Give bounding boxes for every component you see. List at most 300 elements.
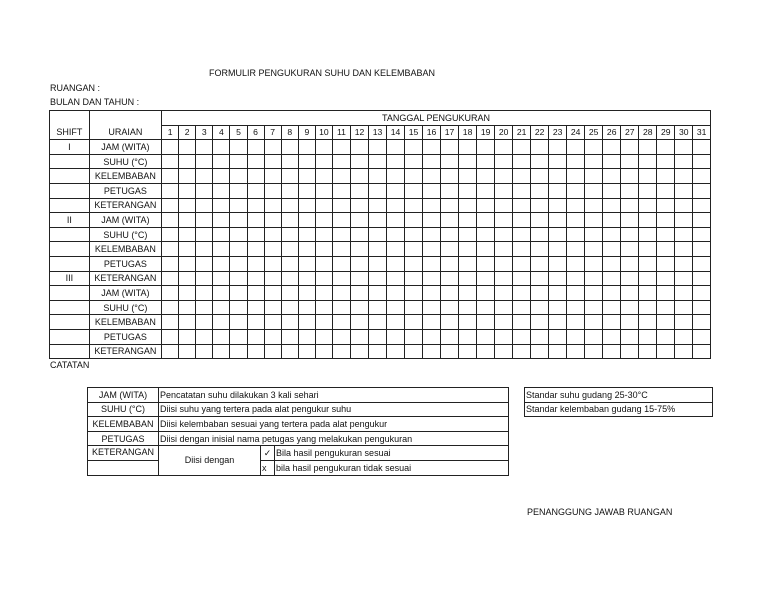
entry-cell[interactable] bbox=[405, 300, 423, 315]
entry-cell[interactable] bbox=[621, 300, 639, 315]
entry-cell[interactable] bbox=[657, 344, 675, 359]
entry-cell[interactable] bbox=[247, 256, 264, 271]
entry-cell[interactable] bbox=[657, 140, 675, 155]
entry-cell[interactable] bbox=[693, 227, 711, 242]
entry-cell[interactable] bbox=[657, 256, 675, 271]
entry-cell[interactable] bbox=[179, 213, 196, 228]
entry-cell[interactable] bbox=[513, 286, 531, 301]
entry-cell[interactable] bbox=[549, 213, 567, 228]
entry-cell[interactable] bbox=[549, 315, 567, 330]
entry-cell[interactable] bbox=[693, 169, 711, 184]
entry-cell[interactable] bbox=[441, 300, 459, 315]
entry-cell[interactable] bbox=[264, 242, 281, 257]
entry-cell[interactable] bbox=[350, 242, 368, 257]
entry-cell[interactable] bbox=[247, 315, 264, 330]
entry-cell[interactable] bbox=[179, 286, 196, 301]
entry-cell[interactable] bbox=[405, 329, 423, 344]
entry-cell[interactable] bbox=[639, 315, 657, 330]
entry-cell[interactable] bbox=[405, 198, 423, 213]
entry-cell[interactable] bbox=[213, 329, 230, 344]
entry-cell[interactable] bbox=[513, 256, 531, 271]
entry-cell[interactable] bbox=[281, 183, 298, 198]
entry-cell[interactable] bbox=[369, 271, 387, 286]
entry-cell[interactable] bbox=[264, 213, 281, 228]
entry-cell[interactable] bbox=[196, 242, 213, 257]
entry-cell[interactable] bbox=[513, 344, 531, 359]
entry-cell[interactable] bbox=[162, 183, 179, 198]
entry-cell[interactable] bbox=[441, 344, 459, 359]
entry-cell[interactable] bbox=[531, 183, 549, 198]
entry-cell[interactable] bbox=[162, 300, 179, 315]
entry-cell[interactable] bbox=[567, 227, 585, 242]
entry-cell[interactable] bbox=[531, 286, 549, 301]
entry-cell[interactable] bbox=[477, 315, 495, 330]
entry-cell[interactable] bbox=[441, 256, 459, 271]
entry-cell[interactable] bbox=[230, 315, 247, 330]
entry-cell[interactable] bbox=[657, 300, 675, 315]
entry-cell[interactable] bbox=[441, 140, 459, 155]
entry-cell[interactable] bbox=[585, 271, 603, 286]
entry-cell[interactable] bbox=[531, 169, 549, 184]
entry-cell[interactable] bbox=[264, 198, 281, 213]
entry-cell[interactable] bbox=[405, 169, 423, 184]
entry-cell[interactable] bbox=[549, 198, 567, 213]
entry-cell[interactable] bbox=[369, 183, 387, 198]
entry-cell[interactable] bbox=[315, 242, 332, 257]
entry-cell[interactable] bbox=[549, 344, 567, 359]
entry-cell[interactable] bbox=[459, 344, 477, 359]
entry-cell[interactable] bbox=[213, 140, 230, 155]
entry-cell[interactable] bbox=[315, 213, 332, 228]
entry-cell[interactable] bbox=[423, 227, 441, 242]
entry-cell[interactable] bbox=[405, 256, 423, 271]
entry-cell[interactable] bbox=[332, 169, 350, 184]
entry-cell[interactable] bbox=[281, 198, 298, 213]
entry-cell[interactable] bbox=[196, 183, 213, 198]
entry-cell[interactable] bbox=[495, 242, 513, 257]
entry-cell[interactable] bbox=[585, 286, 603, 301]
entry-cell[interactable] bbox=[298, 286, 315, 301]
entry-cell[interactable] bbox=[281, 140, 298, 155]
entry-cell[interactable] bbox=[621, 271, 639, 286]
entry-cell[interactable] bbox=[423, 169, 441, 184]
entry-cell[interactable] bbox=[585, 329, 603, 344]
entry-cell[interactable] bbox=[675, 286, 693, 301]
entry-cell[interactable] bbox=[196, 169, 213, 184]
entry-cell[interactable] bbox=[423, 329, 441, 344]
entry-cell[interactable] bbox=[387, 169, 405, 184]
entry-cell[interactable] bbox=[315, 271, 332, 286]
entry-cell[interactable] bbox=[531, 198, 549, 213]
entry-cell[interactable] bbox=[179, 183, 196, 198]
entry-cell[interactable] bbox=[264, 227, 281, 242]
entry-cell[interactable] bbox=[603, 169, 621, 184]
entry-cell[interactable] bbox=[162, 315, 179, 330]
entry-cell[interactable] bbox=[603, 140, 621, 155]
entry-cell[interactable] bbox=[247, 140, 264, 155]
entry-cell[interactable] bbox=[423, 256, 441, 271]
entry-cell[interactable] bbox=[179, 242, 196, 257]
entry-cell[interactable] bbox=[405, 183, 423, 198]
entry-cell[interactable] bbox=[281, 213, 298, 228]
entry-cell[interactable] bbox=[657, 315, 675, 330]
entry-cell[interactable] bbox=[657, 154, 675, 169]
entry-cell[interactable] bbox=[369, 315, 387, 330]
entry-cell[interactable] bbox=[247, 344, 264, 359]
entry-cell[interactable] bbox=[639, 227, 657, 242]
entry-cell[interactable] bbox=[441, 198, 459, 213]
entry-cell[interactable] bbox=[350, 227, 368, 242]
entry-cell[interactable] bbox=[230, 271, 247, 286]
entry-cell[interactable] bbox=[387, 198, 405, 213]
entry-cell[interactable] bbox=[603, 242, 621, 257]
entry-cell[interactable] bbox=[213, 300, 230, 315]
entry-cell[interactable] bbox=[657, 286, 675, 301]
entry-cell[interactable] bbox=[264, 154, 281, 169]
entry-cell[interactable] bbox=[567, 183, 585, 198]
entry-cell[interactable] bbox=[162, 256, 179, 271]
entry-cell[interactable] bbox=[298, 213, 315, 228]
entry-cell[interactable] bbox=[213, 344, 230, 359]
entry-cell[interactable] bbox=[162, 344, 179, 359]
entry-cell[interactable] bbox=[369, 227, 387, 242]
entry-cell[interactable] bbox=[477, 242, 495, 257]
entry-cell[interactable] bbox=[495, 315, 513, 330]
entry-cell[interactable] bbox=[621, 286, 639, 301]
entry-cell[interactable] bbox=[693, 300, 711, 315]
entry-cell[interactable] bbox=[621, 329, 639, 344]
entry-cell[interactable] bbox=[350, 154, 368, 169]
entry-cell[interactable] bbox=[213, 154, 230, 169]
entry-cell[interactable] bbox=[495, 183, 513, 198]
entry-cell[interactable] bbox=[495, 256, 513, 271]
entry-cell[interactable] bbox=[441, 315, 459, 330]
entry-cell[interactable] bbox=[281, 242, 298, 257]
entry-cell[interactable] bbox=[603, 227, 621, 242]
entry-cell[interactable] bbox=[298, 300, 315, 315]
entry-cell[interactable] bbox=[162, 213, 179, 228]
entry-cell[interactable] bbox=[639, 344, 657, 359]
entry-cell[interactable] bbox=[369, 140, 387, 155]
entry-cell[interactable] bbox=[513, 227, 531, 242]
entry-cell[interactable] bbox=[693, 198, 711, 213]
entry-cell[interactable] bbox=[549, 140, 567, 155]
entry-cell[interactable] bbox=[162, 286, 179, 301]
entry-cell[interactable] bbox=[264, 256, 281, 271]
entry-cell[interactable] bbox=[585, 227, 603, 242]
entry-cell[interactable] bbox=[350, 271, 368, 286]
entry-cell[interactable] bbox=[693, 329, 711, 344]
entry-cell[interactable] bbox=[459, 286, 477, 301]
entry-cell[interactable] bbox=[675, 344, 693, 359]
entry-cell[interactable] bbox=[332, 213, 350, 228]
entry-cell[interactable] bbox=[693, 286, 711, 301]
entry-cell[interactable] bbox=[549, 242, 567, 257]
entry-cell[interactable] bbox=[459, 271, 477, 286]
entry-cell[interactable] bbox=[567, 286, 585, 301]
entry-cell[interactable] bbox=[459, 256, 477, 271]
entry-cell[interactable] bbox=[639, 154, 657, 169]
entry-cell[interactable] bbox=[549, 256, 567, 271]
entry-cell[interactable] bbox=[315, 256, 332, 271]
entry-cell[interactable] bbox=[477, 183, 495, 198]
entry-cell[interactable] bbox=[350, 198, 368, 213]
entry-cell[interactable] bbox=[281, 154, 298, 169]
entry-cell[interactable] bbox=[495, 271, 513, 286]
entry-cell[interactable] bbox=[693, 315, 711, 330]
entry-cell[interactable] bbox=[657, 198, 675, 213]
entry-cell[interactable] bbox=[369, 169, 387, 184]
entry-cell[interactable] bbox=[531, 227, 549, 242]
entry-cell[interactable] bbox=[585, 140, 603, 155]
entry-cell[interactable] bbox=[315, 183, 332, 198]
entry-cell[interactable] bbox=[513, 242, 531, 257]
entry-cell[interactable] bbox=[675, 315, 693, 330]
entry-cell[interactable] bbox=[162, 198, 179, 213]
entry-cell[interactable] bbox=[350, 286, 368, 301]
entry-cell[interactable] bbox=[281, 271, 298, 286]
entry-cell[interactable] bbox=[179, 198, 196, 213]
entry-cell[interactable] bbox=[459, 242, 477, 257]
entry-cell[interactable] bbox=[441, 183, 459, 198]
entry-cell[interactable] bbox=[459, 315, 477, 330]
entry-cell[interactable] bbox=[639, 169, 657, 184]
entry-cell[interactable] bbox=[567, 300, 585, 315]
entry-cell[interactable] bbox=[621, 154, 639, 169]
entry-cell[interactable] bbox=[369, 256, 387, 271]
entry-cell[interactable] bbox=[247, 169, 264, 184]
entry-cell[interactable] bbox=[332, 227, 350, 242]
entry-cell[interactable] bbox=[387, 300, 405, 315]
entry-cell[interactable] bbox=[350, 169, 368, 184]
entry-cell[interactable] bbox=[423, 300, 441, 315]
entry-cell[interactable] bbox=[162, 140, 179, 155]
entry-cell[interactable] bbox=[459, 154, 477, 169]
entry-cell[interactable] bbox=[639, 213, 657, 228]
entry-cell[interactable] bbox=[230, 329, 247, 344]
entry-cell[interactable] bbox=[298, 344, 315, 359]
entry-cell[interactable] bbox=[603, 198, 621, 213]
entry-cell[interactable] bbox=[405, 315, 423, 330]
entry-cell[interactable] bbox=[549, 169, 567, 184]
entry-cell[interactable] bbox=[281, 344, 298, 359]
entry-cell[interactable] bbox=[603, 154, 621, 169]
entry-cell[interactable] bbox=[332, 300, 350, 315]
entry-cell[interactable] bbox=[477, 227, 495, 242]
entry-cell[interactable] bbox=[264, 140, 281, 155]
entry-cell[interactable] bbox=[603, 256, 621, 271]
entry-cell[interactable] bbox=[179, 315, 196, 330]
entry-cell[interactable] bbox=[621, 227, 639, 242]
entry-cell[interactable] bbox=[332, 140, 350, 155]
entry-cell[interactable] bbox=[567, 242, 585, 257]
entry-cell[interactable] bbox=[567, 213, 585, 228]
entry-cell[interactable] bbox=[441, 329, 459, 344]
entry-cell[interactable] bbox=[441, 242, 459, 257]
entry-cell[interactable] bbox=[459, 213, 477, 228]
entry-cell[interactable] bbox=[281, 227, 298, 242]
entry-cell[interactable] bbox=[213, 227, 230, 242]
entry-cell[interactable] bbox=[247, 329, 264, 344]
entry-cell[interactable] bbox=[281, 256, 298, 271]
entry-cell[interactable] bbox=[639, 198, 657, 213]
entry-cell[interactable] bbox=[549, 329, 567, 344]
entry-cell[interactable] bbox=[459, 300, 477, 315]
entry-cell[interactable] bbox=[513, 315, 531, 330]
entry-cell[interactable] bbox=[196, 315, 213, 330]
entry-cell[interactable] bbox=[567, 198, 585, 213]
entry-cell[interactable] bbox=[513, 329, 531, 344]
entry-cell[interactable] bbox=[549, 227, 567, 242]
entry-cell[interactable] bbox=[639, 286, 657, 301]
entry-cell[interactable] bbox=[350, 315, 368, 330]
entry-cell[interactable] bbox=[675, 198, 693, 213]
entry-cell[interactable] bbox=[315, 329, 332, 344]
entry-cell[interactable] bbox=[531, 329, 549, 344]
entry-cell[interactable] bbox=[315, 315, 332, 330]
entry-cell[interactable] bbox=[196, 140, 213, 155]
entry-cell[interactable] bbox=[350, 213, 368, 228]
entry-cell[interactable] bbox=[675, 213, 693, 228]
entry-cell[interactable] bbox=[675, 256, 693, 271]
entry-cell[interactable] bbox=[387, 154, 405, 169]
entry-cell[interactable] bbox=[657, 271, 675, 286]
entry-cell[interactable] bbox=[495, 286, 513, 301]
entry-cell[interactable] bbox=[247, 242, 264, 257]
entry-cell[interactable] bbox=[567, 154, 585, 169]
entry-cell[interactable] bbox=[585, 198, 603, 213]
entry-cell[interactable] bbox=[513, 300, 531, 315]
entry-cell[interactable] bbox=[657, 329, 675, 344]
entry-cell[interactable] bbox=[459, 329, 477, 344]
entry-cell[interactable] bbox=[513, 154, 531, 169]
entry-cell[interactable] bbox=[531, 256, 549, 271]
entry-cell[interactable] bbox=[441, 213, 459, 228]
entry-cell[interactable] bbox=[621, 315, 639, 330]
entry-cell[interactable] bbox=[230, 140, 247, 155]
entry-cell[interactable] bbox=[230, 286, 247, 301]
entry-cell[interactable] bbox=[264, 286, 281, 301]
entry-cell[interactable] bbox=[513, 198, 531, 213]
entry-cell[interactable] bbox=[495, 198, 513, 213]
entry-cell[interactable] bbox=[405, 154, 423, 169]
entry-cell[interactable] bbox=[549, 154, 567, 169]
entry-cell[interactable] bbox=[162, 227, 179, 242]
entry-cell[interactable] bbox=[567, 271, 585, 286]
entry-cell[interactable] bbox=[264, 271, 281, 286]
entry-cell[interactable] bbox=[281, 286, 298, 301]
entry-cell[interactable] bbox=[639, 271, 657, 286]
entry-cell[interactable] bbox=[369, 286, 387, 301]
entry-cell[interactable] bbox=[441, 271, 459, 286]
entry-cell[interactable] bbox=[405, 242, 423, 257]
entry-cell[interactable] bbox=[477, 329, 495, 344]
entry-cell[interactable] bbox=[247, 286, 264, 301]
entry-cell[interactable] bbox=[585, 300, 603, 315]
entry-cell[interactable] bbox=[495, 329, 513, 344]
entry-cell[interactable] bbox=[213, 198, 230, 213]
entry-cell[interactable] bbox=[213, 286, 230, 301]
entry-cell[interactable] bbox=[639, 140, 657, 155]
entry-cell[interactable] bbox=[213, 242, 230, 257]
entry-cell[interactable] bbox=[477, 140, 495, 155]
entry-cell[interactable] bbox=[495, 344, 513, 359]
entry-cell[interactable] bbox=[230, 344, 247, 359]
entry-cell[interactable] bbox=[247, 271, 264, 286]
entry-cell[interactable] bbox=[693, 140, 711, 155]
entry-cell[interactable] bbox=[196, 198, 213, 213]
entry-cell[interactable] bbox=[657, 213, 675, 228]
entry-cell[interactable] bbox=[459, 169, 477, 184]
entry-cell[interactable] bbox=[531, 154, 549, 169]
entry-cell[interactable] bbox=[567, 315, 585, 330]
entry-cell[interactable] bbox=[621, 198, 639, 213]
entry-cell[interactable] bbox=[693, 183, 711, 198]
entry-cell[interactable] bbox=[441, 286, 459, 301]
entry-cell[interactable] bbox=[477, 169, 495, 184]
entry-cell[interactable] bbox=[162, 329, 179, 344]
entry-cell[interactable] bbox=[621, 140, 639, 155]
entry-cell[interactable] bbox=[567, 344, 585, 359]
entry-cell[interactable] bbox=[585, 242, 603, 257]
entry-cell[interactable] bbox=[315, 227, 332, 242]
entry-cell[interactable] bbox=[477, 344, 495, 359]
entry-cell[interactable] bbox=[639, 256, 657, 271]
entry-cell[interactable] bbox=[332, 198, 350, 213]
entry-cell[interactable] bbox=[441, 169, 459, 184]
entry-cell[interactable] bbox=[298, 154, 315, 169]
entry-cell[interactable] bbox=[387, 271, 405, 286]
entry-cell[interactable] bbox=[585, 169, 603, 184]
entry-cell[interactable] bbox=[531, 213, 549, 228]
entry-cell[interactable] bbox=[477, 154, 495, 169]
entry-cell[interactable] bbox=[639, 329, 657, 344]
entry-cell[interactable] bbox=[513, 213, 531, 228]
entry-cell[interactable] bbox=[549, 271, 567, 286]
entry-cell[interactable] bbox=[675, 329, 693, 344]
entry-cell[interactable] bbox=[213, 213, 230, 228]
entry-cell[interactable] bbox=[179, 227, 196, 242]
entry-cell[interactable] bbox=[298, 227, 315, 242]
entry-cell[interactable] bbox=[513, 183, 531, 198]
entry-cell[interactable] bbox=[441, 154, 459, 169]
entry-cell[interactable] bbox=[585, 256, 603, 271]
entry-cell[interactable] bbox=[196, 300, 213, 315]
entry-cell[interactable] bbox=[264, 183, 281, 198]
entry-cell[interactable] bbox=[179, 169, 196, 184]
entry-cell[interactable] bbox=[230, 169, 247, 184]
entry-cell[interactable] bbox=[369, 213, 387, 228]
entry-cell[interactable] bbox=[264, 344, 281, 359]
entry-cell[interactable] bbox=[350, 140, 368, 155]
entry-cell[interactable] bbox=[657, 242, 675, 257]
entry-cell[interactable] bbox=[477, 300, 495, 315]
entry-cell[interactable] bbox=[196, 154, 213, 169]
entry-cell[interactable] bbox=[603, 315, 621, 330]
entry-cell[interactable] bbox=[603, 213, 621, 228]
entry-cell[interactable] bbox=[459, 140, 477, 155]
entry-cell[interactable] bbox=[230, 213, 247, 228]
entry-cell[interactable] bbox=[495, 169, 513, 184]
entry-cell[interactable] bbox=[298, 169, 315, 184]
entry-cell[interactable] bbox=[350, 344, 368, 359]
entry-cell[interactable] bbox=[675, 140, 693, 155]
entry-cell[interactable] bbox=[459, 198, 477, 213]
entry-cell[interactable] bbox=[585, 344, 603, 359]
entry-cell[interactable] bbox=[298, 329, 315, 344]
entry-cell[interactable] bbox=[230, 242, 247, 257]
entry-cell[interactable] bbox=[567, 256, 585, 271]
